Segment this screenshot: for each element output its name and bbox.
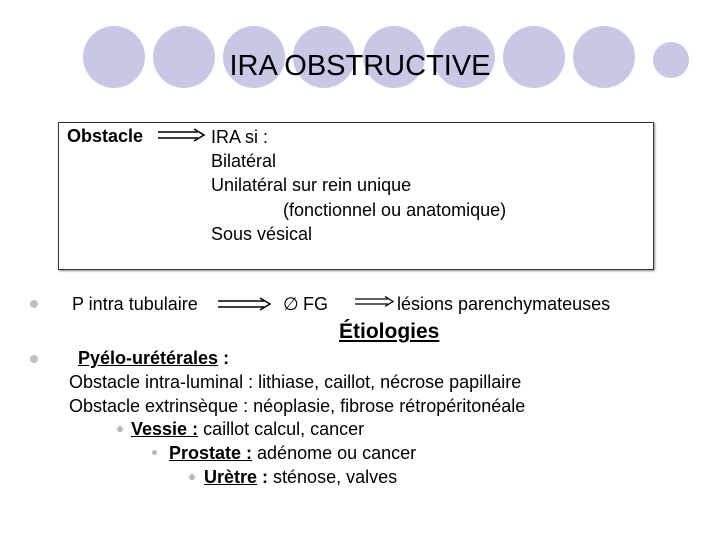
box-line-4: (fonctionnel ou anatomique) <box>283 200 507 220</box>
vessie-line <box>131 418 364 440</box>
section-title-etiologies: Étiologies <box>339 320 440 343</box>
box-line-1: IRA si : <box>211 127 269 147</box>
prostate-colon: : <box>241 443 253 463</box>
arrow-icon <box>355 296 395 308</box>
pyelo-ureterales-heading <box>78 347 229 369</box>
arrow-icon <box>158 128 206 142</box>
bullet-icon <box>30 300 38 308</box>
uretre-line <box>204 466 397 488</box>
obstacle-intraluminal: Obstacle intra-luminal : lithiase, caillot, nécrose papillaire <box>69 372 522 392</box>
pyelo-label: Pyélo-urétérales <box>78 348 219 368</box>
definition-box <box>58 122 654 270</box>
box-line-2: Bilatéral <box>211 151 277 171</box>
prostate-line <box>169 442 416 464</box>
vessie-colon: : <box>187 419 199 439</box>
uretre-label: Urètre <box>204 467 258 487</box>
lesions-parenchymateuses: lésions parenchymateuses <box>397 294 611 314</box>
bullet-icon <box>152 450 157 455</box>
empty-set-symbol: ∅ <box>283 294 299 314</box>
uretre-colon: : <box>257 467 269 487</box>
obstacle-label: Obstacle <box>67 126 144 146</box>
slide-title: IRA OBSTRUCTIVE <box>229 50 491 82</box>
p-intra-tubulaire: P intra tubulaire <box>72 294 198 314</box>
vessie-label: Vessie <box>131 419 188 439</box>
box-line-3: Unilatéral sur rein unique <box>211 175 412 195</box>
pyelo-colon: : <box>218 348 230 368</box>
prostate-label: Prostate <box>169 443 242 463</box>
fg-label: FG <box>303 294 328 314</box>
obstacle-extrinseque: Obstacle extrinsèque : néoplasie, fibrose rétropéritonéale <box>69 396 526 416</box>
bullet-icon <box>117 426 123 432</box>
arrow-icon <box>218 297 272 311</box>
bullet-icon <box>189 474 195 480</box>
uretre-text: sténose, valves <box>268 467 398 487</box>
bullet-icon <box>30 355 38 363</box>
vessie-text: caillot calcul, cancer <box>198 419 365 439</box>
prostate-text: adénome ou cancer <box>252 443 417 463</box>
box-line-5: Sous vésical <box>211 224 313 244</box>
